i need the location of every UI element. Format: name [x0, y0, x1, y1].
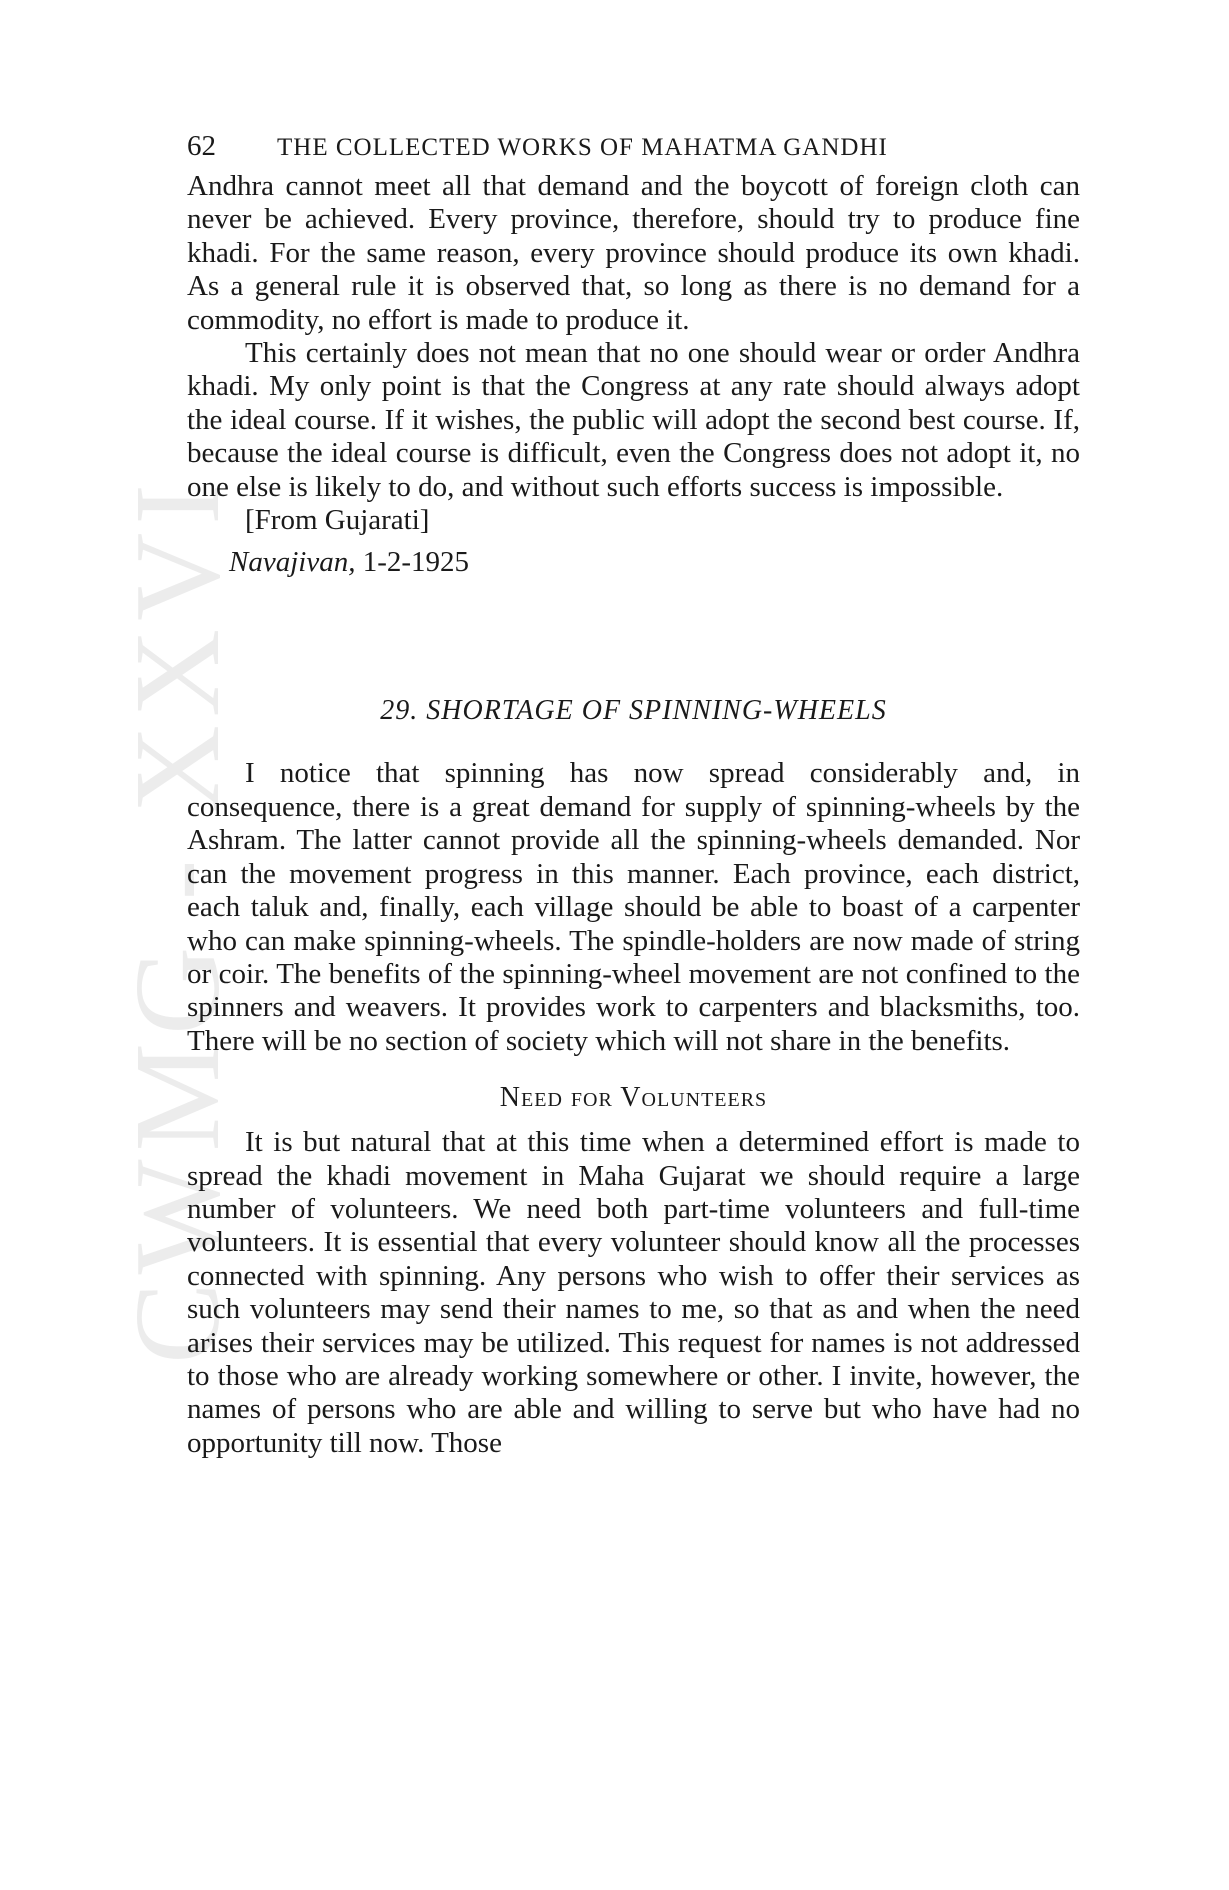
dateline [229, 541, 1080, 583]
running-head [187, 130, 1080, 170]
article-title: 29. SHORTAGE OF SPINNING-WHEELS [380, 695, 887, 727]
book-title: THE COLLECTED WORKS OF MAHATMA GANDHI [277, 134, 888, 161]
source-note: [From Gujarati] [245, 504, 430, 537]
page-content [187, 130, 1080, 1460]
section-heading: Need for Volunteers [499, 1082, 768, 1114]
page-number: 62 [187, 130, 216, 162]
publication-name: Navajivan, [229, 546, 356, 579]
paragraph: Andhra cannot meet all that demand and the boycott of foreign cloth can never be achieved. Every province, therefore, should try to produce fine khadi. For the same reason, every province should produce its own khadi. As a general rule it is observed that, so long as there is no demand for a commodity, no effort is made to produce it. [187, 170, 1080, 336]
paragraph: This certainly does not mean that no one should wear or order Andhra khadi. My only point is that the Congress at any rate should always adopt the ideal course. If it wishes, the public will adopt the second best course. If, because the ideal course is difficult, even the Congress does not adopt it, no one else is likely to do, and without such efforts success is impossible. [187, 337, 1080, 503]
paragraph: I notice that spinning has now spread considerably and, in consequence, there is a great demand for supply of spinning-wheels by the Ashram. The latter cannot provide all the spinning-wheels demanded. Nor can the movement progress in this manner. Each province, each district, each taluk and, finally, each village should be able to boast of a carpenter who can make spinning-wheels. The spindle-holders are now made of string or coir. The benefits of the spinning-wheel movement are not confined to the spinners and weavers. It provides work to carpenters and blacksmiths, too. There will be no section of society which will not share in the benefits. [187, 757, 1080, 1057]
publication-date: 1-2-1925 [362, 546, 470, 579]
paragraph: It is but natural that at this time when a determined effort is made to spread the khadi movement in Maha Gujarat we should require a large number of volunteers. We need both part-time volunteers and full-time volunteers. It is essential that every volunteer should know all the processes connected with spinning. Any persons who wish to offer their services as such volunteers may send their names to me, so that as and when the need arises their services may be utilized. This request for names is not addressed to those who are already working somewhere or other. I invite, however, the names of persons who are able and willing to serve but who have had no opportunity till now. Those [187, 1126, 1080, 1459]
watermark-text: CWMG - XXVI [110, 476, 246, 1364]
